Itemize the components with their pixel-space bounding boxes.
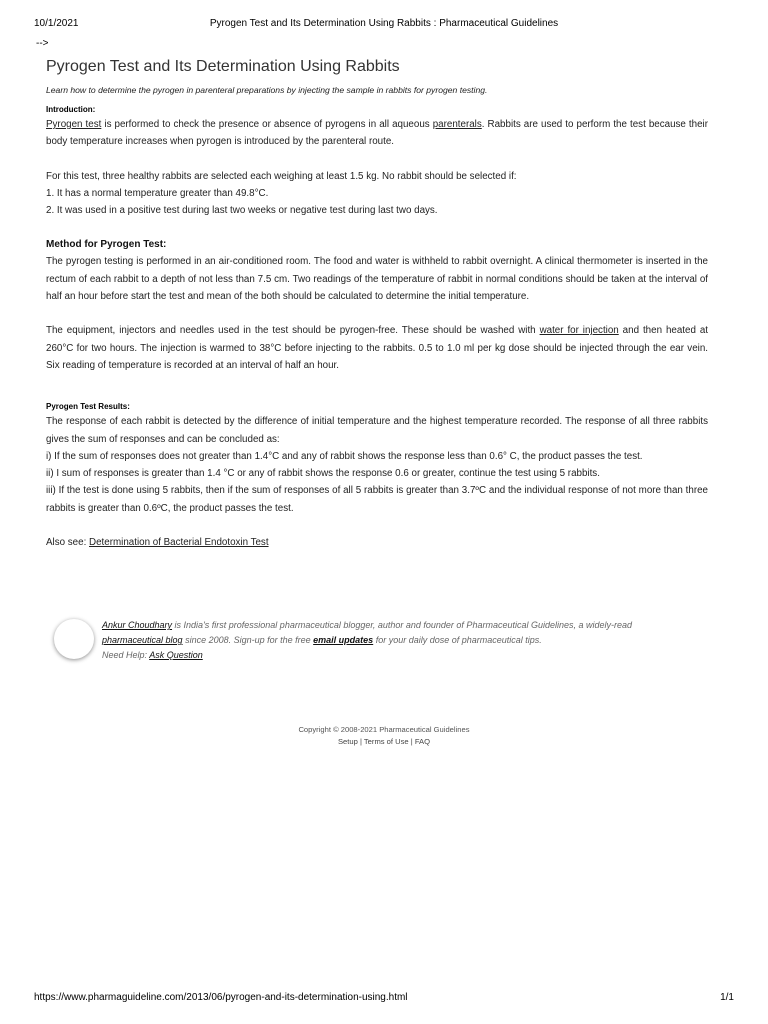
help-prefix: Need Help: xyxy=(102,650,150,660)
author-text-2: since 2008. Sign-up for the free xyxy=(182,635,314,645)
water-for-injection-link[interactable]: water for injection xyxy=(539,325,619,337)
results-heading: Pyrogen Test Results: xyxy=(46,402,130,412)
pharmaceutical-blog-link[interactable]: pharmaceutical blog xyxy=(102,635,183,645)
author-box xyxy=(54,616,734,666)
link-separator: | xyxy=(408,737,415,746)
method-text-1: The equipment, injectors and needles used in the test should be pyrogen-free. These should be washed with xyxy=(46,325,540,337)
author-name-link[interactable]: Ankur Choudhary xyxy=(102,620,173,630)
page-number: 1/1 xyxy=(720,992,734,1003)
method-paragraph-1: The pyrogen testing is performed in an air-conditioned room. The food and water is withheld to rabbit overnight. A clinical thermometer is inserted in the rectum of each rabbit to a depth of not less than 7.5 cm. Two readings of the temperature of rabbit in normal conditions should be taken at the interval of half an hour before start the test and mean of the both should be calculated to determine the initial temperature. xyxy=(46,256,708,303)
author-bio xyxy=(102,618,722,663)
intro-heading: Introduction: xyxy=(46,105,96,114)
ask-question-link[interactable]: Ask Question xyxy=(149,650,203,660)
intro-text-2: . Rabbits are used to perform the test because their body temperature increases when pyrogen is introduced by the parenteral route. xyxy=(46,119,708,148)
author-avatar xyxy=(54,619,94,659)
method-paragraph-2 xyxy=(46,322,708,374)
intro-text-1: is performed to check the presence or absence of pyrogens in all aqueous xyxy=(101,119,433,130)
link-separator: | xyxy=(357,737,364,746)
faq-link[interactable]: FAQ xyxy=(414,737,431,746)
pyrogen-test-link[interactable]: Pyrogen test xyxy=(46,119,102,130)
footer-links xyxy=(0,736,768,748)
also-see-line xyxy=(46,534,708,551)
results-item: i) If the sum of responses does not greater than 1.4°C and any of rabbit shows the response less than 0.6° C, the product passes the test. xyxy=(46,450,643,462)
selection-paragraph: For this test, three healthy rabbits are selected each weighing at least 1.5 kg. No rabbit should be selected if: xyxy=(46,170,517,182)
copyright-text: Copyright © 2008-2021 Pharmaceutical Guidelines xyxy=(298,725,470,734)
results-paragraph: The response of each rabbit is detected by the difference of initial temperature and the highest temperature recorded. The response of all three rabbits gives the sum of responses and can be concluded as: xyxy=(46,416,708,445)
terms-of-use-link[interactable]: Terms of Use xyxy=(363,737,409,746)
method-heading: Method for Pyrogen Test: xyxy=(46,239,167,251)
print-date: 10/1/2021 xyxy=(34,18,79,29)
results-item: ii) I sum of responses is greater than 1.4 °C or any of rabbit shows the response 0.6 or greater, continue the test using 5 rabbits. xyxy=(46,468,600,480)
article-title: Pyrogen Test and Its Determination Using Rabbits xyxy=(46,58,400,75)
print-title: Pyrogen Test and Its Determination Using Rabbits : Pharmaceutical Guidelines xyxy=(209,18,559,29)
article-lead: Learn how to determine the pyrogen in parenteral preparations by injecting the sample in rabbits for pyrogen testing. xyxy=(46,85,488,95)
method-text-2: and then heated at 260°C for two hours. The injection is warmed to 38°C before injecting to the rabbits. 0.5 to 1.0 ml per kg dose should be injected through the ear vein. Six reading of temperature is recorded at an interval of half an hour. xyxy=(46,325,709,371)
results-item: iii) If the test is done using 5 rabbits, then if the sum of responses of all 5 rabbits is greater than 3.7ºC and the individual response of not more than three rabbits is greater than 0.6ºC, the product passes the test. xyxy=(46,485,708,514)
email-updates-link[interactable]: email updates xyxy=(313,635,374,645)
parenterals-link[interactable]: parenterals xyxy=(432,119,482,130)
intro-paragraph xyxy=(46,116,708,151)
setup-link[interactable]: Setup xyxy=(337,737,358,746)
copyright-block xyxy=(0,724,768,748)
article xyxy=(46,56,708,551)
selection-item: 2. It was used in a positive test during last two weeks or negative test during last two days. xyxy=(46,205,438,217)
print-footer xyxy=(0,992,768,1006)
stray-arrow-text: --> xyxy=(36,38,49,49)
author-text-3: for your daily dose of pharmaceutical tips. xyxy=(373,635,542,645)
print-header xyxy=(0,18,768,32)
author-text-1: is India's first professional pharmaceutical blogger, author and founder of Pharmaceutical Guidelines, a widely-read xyxy=(172,620,633,630)
page-url: https://www.pharmaguideline.com/2013/06/pyrogen-and-its-determination-using.html xyxy=(34,992,408,1003)
selection-item: 1. It has a normal temperature greater than 49.8°C. xyxy=(46,187,269,199)
also-see-prefix: Also see: xyxy=(46,537,90,549)
bacterial-endotoxin-link[interactable]: Determination of Bacterial Endotoxin Test xyxy=(89,537,269,549)
